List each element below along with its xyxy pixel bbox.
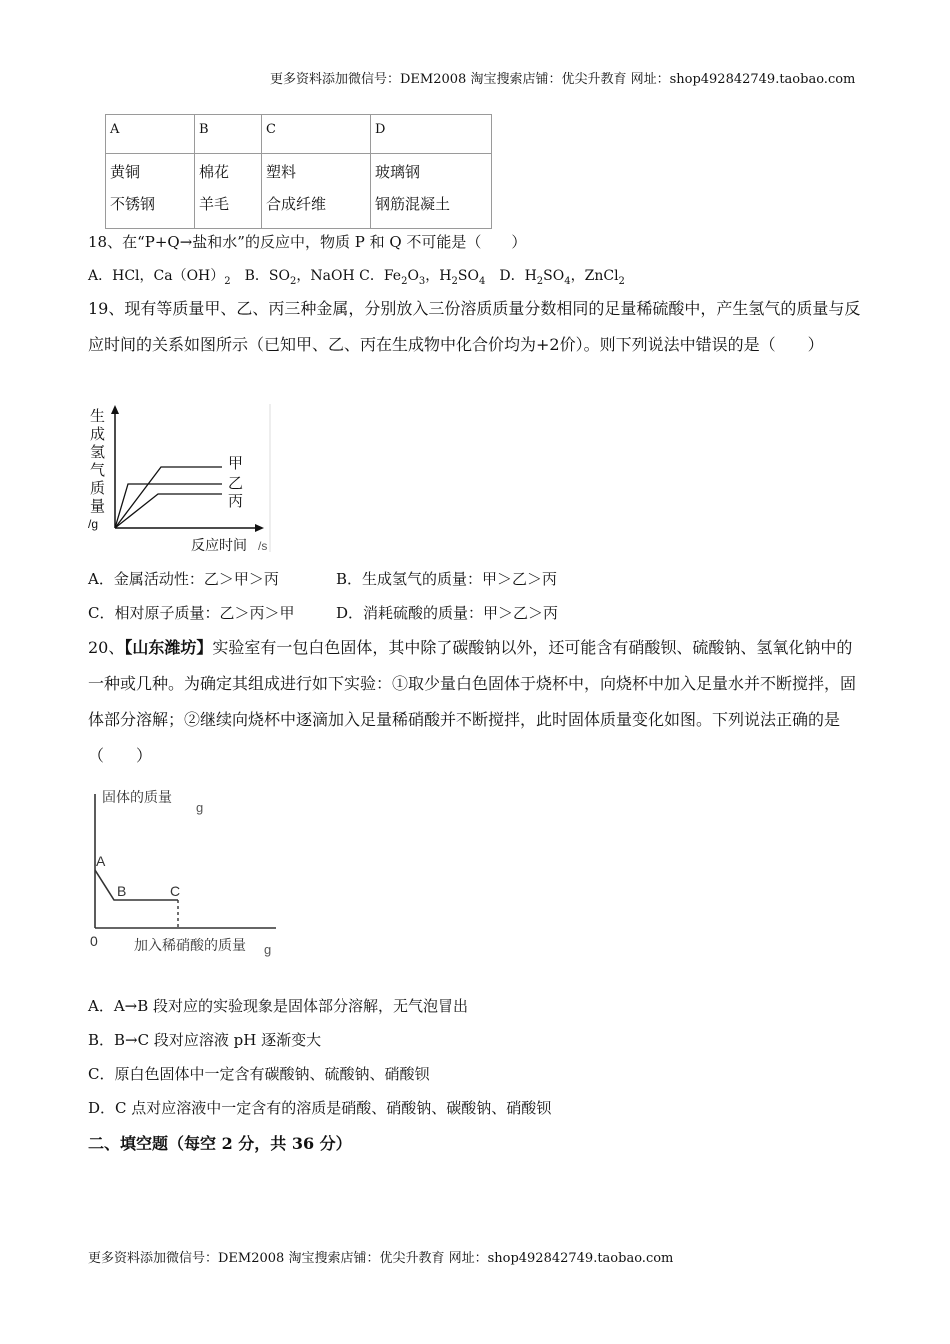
q20-curve <box>95 870 181 900</box>
table-cell-d: 玻璃钢 钢筋混凝土 <box>371 154 492 229</box>
table-header-c: C <box>262 115 371 154</box>
series-line-bing <box>115 494 222 528</box>
table-cell-a: 黄铜 不锈钢 <box>106 154 195 229</box>
q19-option-b: B．生成氢气的质量：甲＞乙＞丙 <box>336 570 558 588</box>
table-cell-b: 棉花 羊毛 <box>195 154 262 229</box>
q19-option-d: D．消耗硫酸的质量：甲＞乙＞丙 <box>336 604 559 622</box>
q19-option-a: A．金属活动性：乙＞甲＞丙 <box>88 570 279 588</box>
table-header-b: B <box>195 115 262 154</box>
q19-y-label-char: 氢 <box>90 444 106 461</box>
q19-y-label-char: 成 <box>90 426 106 443</box>
q19-y-label-char: 生 <box>90 408 106 425</box>
q19-y-label-char: 气 <box>90 462 106 479</box>
q20-option-d: D．C 点对应溶液中一定含有的溶质是硝酸、硝酸钠、碳酸钠、硝酸钡 <box>88 1099 552 1117</box>
q20-x-unit: g <box>264 942 272 957</box>
q20-x-label: 加入稀硝酸的质量 <box>134 937 246 953</box>
q18-options: A．HCl，$Ca(OH)_2$ B．$SO_2$，NaOH C．$Fe_2O_3$，$H_2SO_4$ D．$H_2SO_4$，ZnCl$_2$ <box>88 268 625 287</box>
table-cell-c: 塑料 合成纤维 <box>262 154 371 229</box>
table-header-row <box>106 115 492 154</box>
q19-y-label-char: 质 <box>90 480 106 497</box>
materials-table <box>105 114 492 229</box>
table-row <box>106 154 492 229</box>
series-line-jia <box>115 467 222 528</box>
q20-point-c: C <box>170 883 181 899</box>
q20-y-unit: g <box>196 800 204 815</box>
table-header-a: A <box>106 115 195 154</box>
q20-point-a: A <box>96 853 106 869</box>
q20-option-c: C．原白色固体中一定含有碳酸钠、硫酸钠、硝酸钡 <box>88 1065 430 1083</box>
q20-origin: 0 <box>90 933 98 949</box>
q20-option-b: B．B→C 段对应溶液 pH 逐渐变大 <box>88 1031 322 1049</box>
q19-option-c: C．相对原子质量：乙＞丙＞甲 <box>88 604 295 622</box>
q19-chart <box>86 402 278 554</box>
q20-point-b: B <box>117 883 127 899</box>
q19-stem: 19、现有等质量甲、乙、丙三种金属，分别放入三份溶质质量分数相同的足量稀硫酸中，产生氢气的质量与反应时间的关系如图所示（已知甲、乙、丙在生成物中化合价均为+2价）。则下列说法中错误的是（ ） <box>88 299 861 354</box>
series-label-jia: 甲 <box>228 455 244 472</box>
q19-y-label-char: 量 <box>90 498 106 515</box>
q19-x-unit: /s <box>258 539 268 553</box>
q18-stem: 18、在“P+Q→盐和水”的反应中，物质 P 和 Q 不可能是（ ） <box>88 233 527 251</box>
header-text: 更多资料添加微信号：DEM2008 淘宝搜索店铺：优尖升教育 网址：shop492842749.taobao.com <box>270 72 856 87</box>
q20-option-a: A．A→B 段对应的实验现象是固体部分溶解，无气泡冒出 <box>88 997 469 1015</box>
series-label-bing: 丙 <box>228 493 244 510</box>
series-label-yi: 乙 <box>228 475 244 492</box>
q20-chart <box>86 782 286 962</box>
footer-text: 更多资料添加微信号：DEM2008 淘宝搜索店铺：优尖升教育 网址：shop492842749.taobao.com <box>88 1251 674 1266</box>
section-title: 二、填空题（每空 2 分，共 36 分） <box>88 1134 352 1153</box>
q19-y-unit: /g <box>88 517 99 531</box>
q20-stem: 20、【山东潍坊】实验室有一包白色固体，其中除了碳酸钠以外，还可能含有硝酸钡、硫酸钠、氢氧化钠中的一种或几种。为确定其组成进行如下实验：①取少量白色固体于烧杯中，向烧杯中加入足量水并不断搅拌，固体部分溶解；②继续向烧杯中逐滴加入足量稀硝酸并不断搅拌，此时固体质量变化如图。下列说法正确的是（ ） <box>88 638 857 765</box>
table-header-d: D <box>371 115 492 154</box>
q20-y-label: 固体的质量 <box>102 789 172 805</box>
q19-x-label: 反应时间 <box>191 537 247 553</box>
